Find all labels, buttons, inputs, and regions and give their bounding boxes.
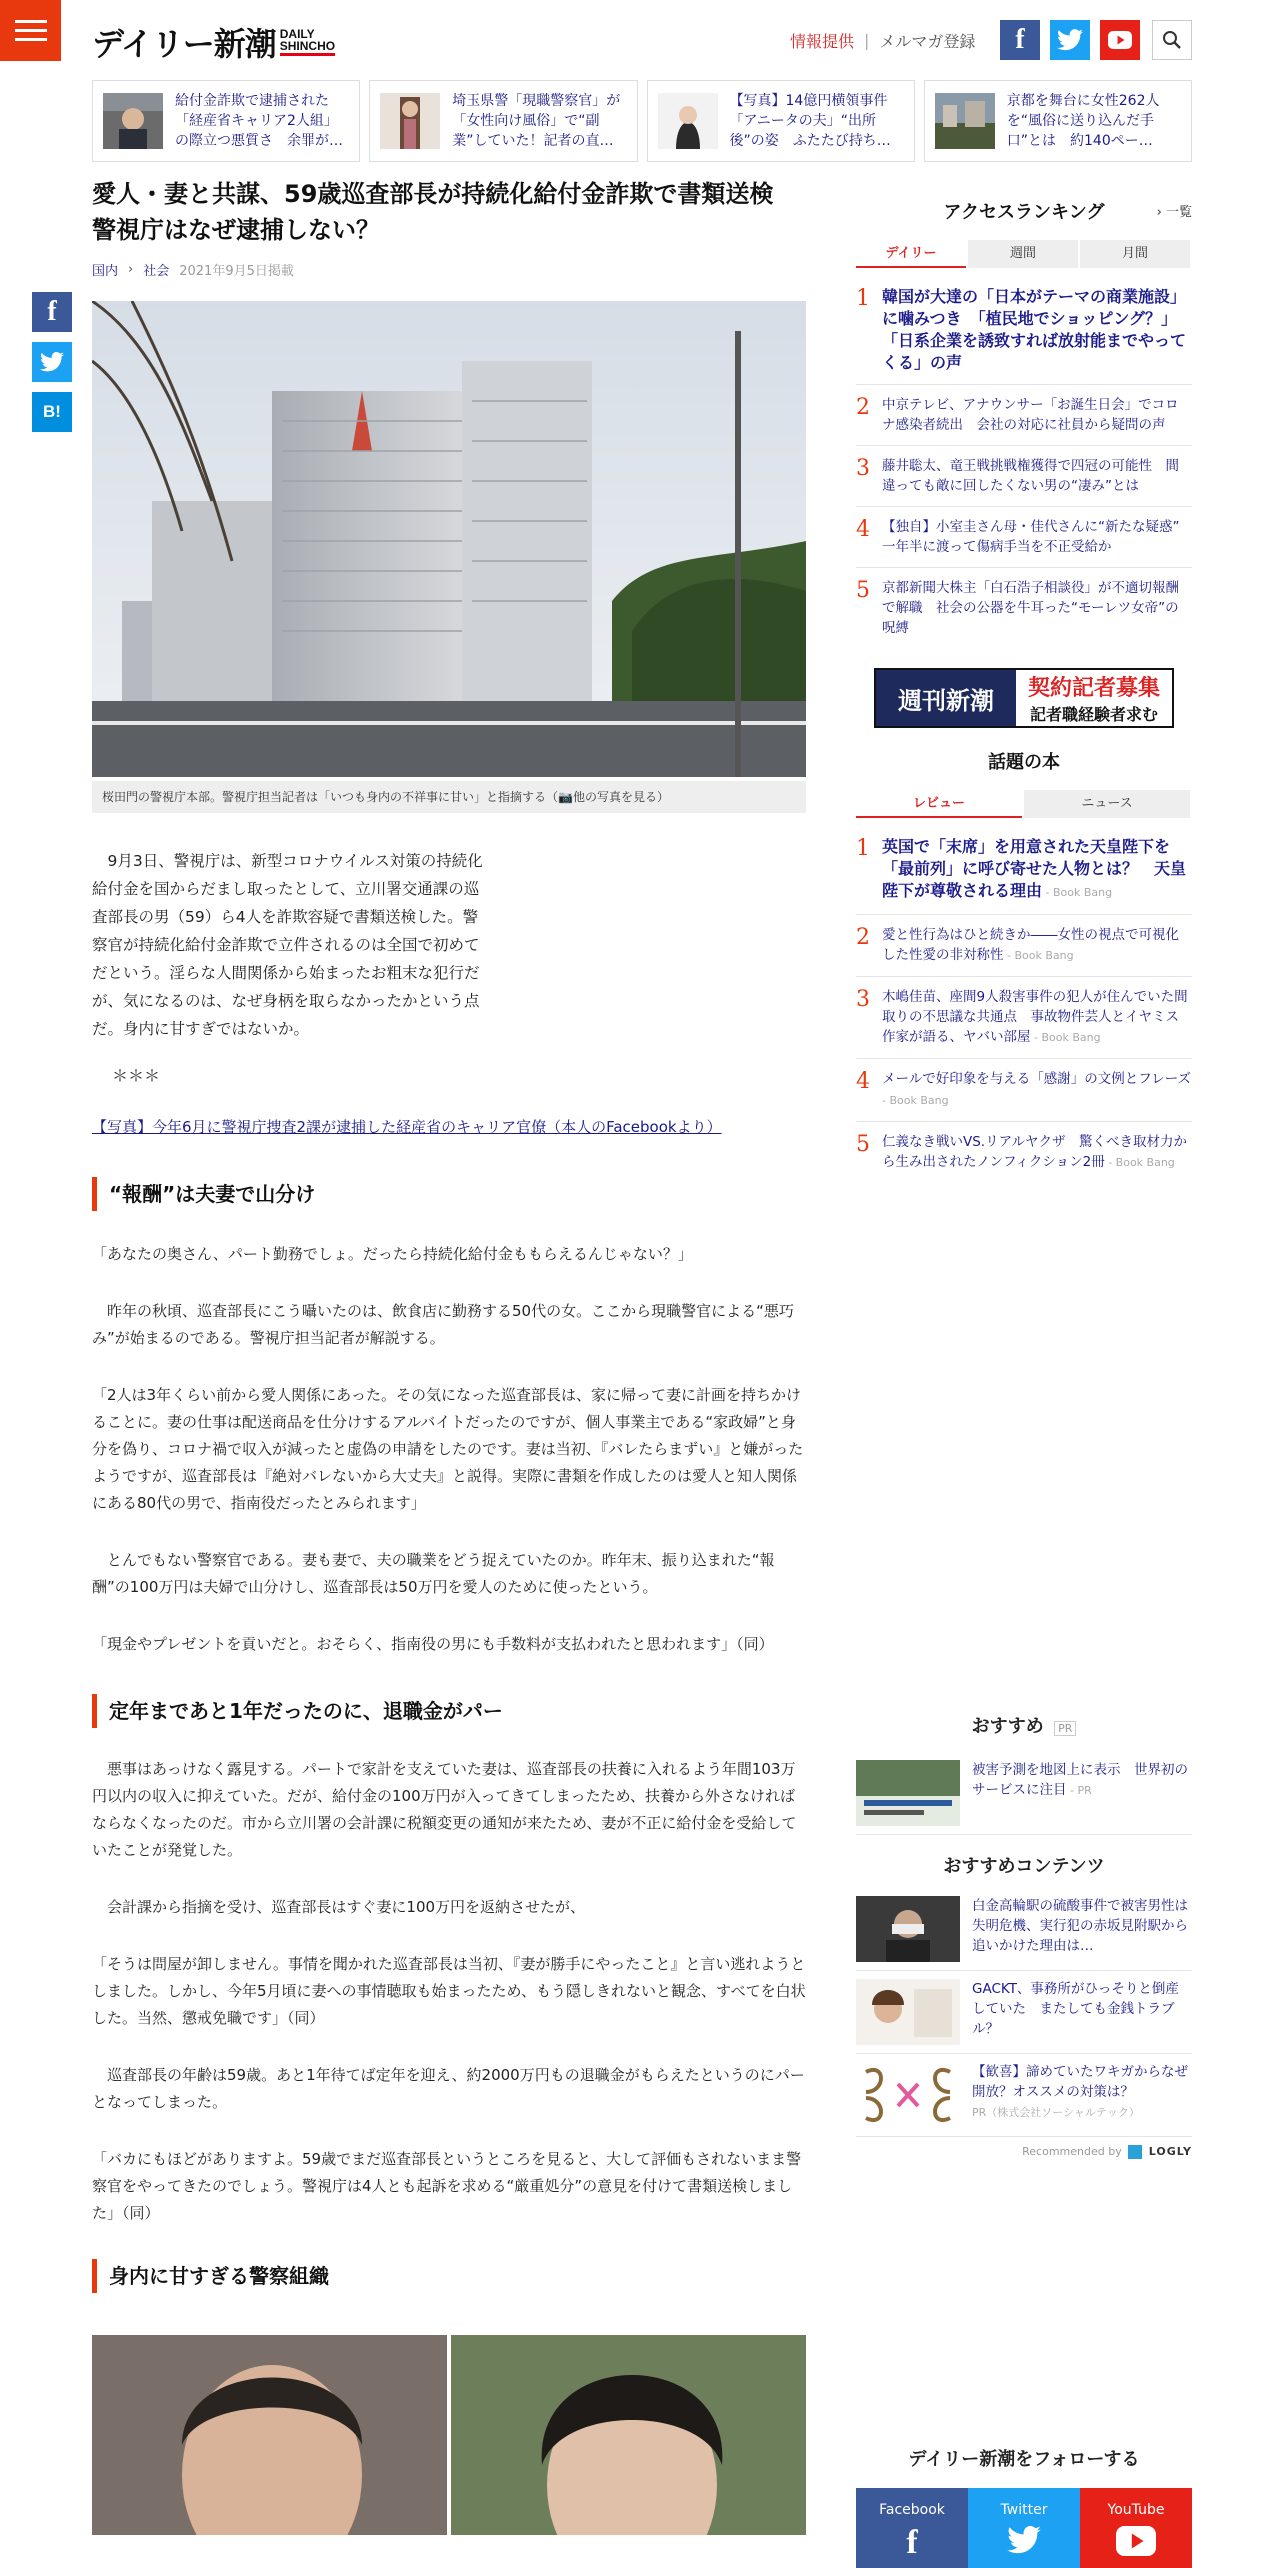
paragraph: 「バカにもほどがありますよ。59歳でまだ巡査部長というところを見ると、大して評価もされないまま警察官をやってきたのでしょう。警視庁は4人とも起訴を求める“厳重処分”の意見を付けて書類送検しました」（同） <box>92 2150 802 2222</box>
logo-jp: デイリー新潮 <box>92 25 276 63</box>
facebook-icon: f <box>906 2524 918 2561</box>
content-thumb <box>856 1979 960 2045</box>
follow-twitter-button[interactable]: Twitter <box>968 2488 1080 2568</box>
ranking-item[interactable]: 2 中京テレビ、アナウンサー「お誕生日会」でコロナ感染者続出 会社の対応に社員から疑問の声 <box>856 385 1192 446</box>
paragraph: 「あなたの奥さん、パート勤務でしょ。だったら持続化給付金ももらえるんじゃない？」 <box>92 1245 693 1263</box>
article-meta <box>92 260 806 279</box>
tab-review[interactable]: レビュー <box>856 790 1022 818</box>
ranking-title: アクセスランキング › 一覧 <box>943 202 1192 223</box>
info-link[interactable]: 情報提供 <box>790 32 855 51</box>
content-thumb <box>856 2062 960 2128</box>
tab-news[interactable]: ニュース <box>1024 790 1190 818</box>
youtube-icon <box>1116 2526 1156 2556</box>
osusume-title: おすすめ PR <box>856 1712 1192 1738</box>
related-card[interactable]: 【写真】14億円横領事件「アニータの夫」“出所後”の姿 ふたたび持ち… <box>647 80 915 162</box>
section-divider: ＊＊＊ <box>112 1066 161 1085</box>
paragraph: 「現金やプレゼントを貢いだと。おそらく、指南役の男にも手数料が支払われたと思われます」（同） <box>92 1635 774 1653</box>
follow-facebook-button[interactable]: Facebook f <box>856 2488 968 2568</box>
newsletter-link[interactable]: メルマガ登録 <box>879 32 976 51</box>
more-photos-link[interactable]: 他の写真を見る <box>572 790 657 804</box>
related-thumb <box>935 93 995 149</box>
share-twitter-button[interactable] <box>32 342 72 382</box>
article-body <box>92 1177 806 2535</box>
tab-weekly[interactable]: 週間 <box>968 240 1078 268</box>
logly-icon <box>1128 2145 1142 2159</box>
hero-photo[interactable] <box>92 301 806 777</box>
related-thumb <box>658 93 718 149</box>
books-title: 話題の本 <box>988 752 1060 773</box>
related-thumb <box>380 93 440 149</box>
paragraph: 昨年の秋頃、巡査部長にこう囁いたのは、飲食店に勤務する50代の女。ここから現職警官による“悪巧み”が始まるのである。警視庁担当記者が解説する。 <box>92 1302 794 1347</box>
paragraph: とんでもない警察官である。妻も妻で、夫の職業をどう捉えていたのか。昨年末、振り込まれた“報酬”の100万円は夫婦で山分けし、巡査部長は50万円を愛人のために使ったという。 <box>92 1551 775 1596</box>
book-item[interactable]: 1 英国で「末席」を用意された天皇陛下を「最前列」に呼び寄せた人物とは？ 天皇陛下が尊敬される理由 - Book Bang <box>856 826 1192 915</box>
book-item[interactable]: 2 愛と性行為はひと続きか――女性の視点で可視化した性愛の非対称性 - Book Bang <box>856 915 1192 977</box>
shincho-recruit-banner[interactable]: 週刊新潮 契約記者募集 記者職経験者求む <box>874 668 1174 728</box>
content-item[interactable]: 【歓喜】諦めていたワキガからなぜ開放？オススメの対策は？ PR（株式会社ソーシャルテック） <box>856 2054 1192 2137</box>
ranking-list <box>856 276 1192 648</box>
ranking-item[interactable]: 5 京都新聞大株主「白石浩子相談役」が不適切報酬で解職 社会の公器を牛耳った“モーレツ女帝”の呪縛 <box>856 578 1179 636</box>
facebook-icon[interactable]: f <box>1000 20 1040 60</box>
pr-badge: PR <box>1054 1721 1076 1736</box>
ranking-item[interactable]: 1 韓国が大達の「日本がテーマの商業施設」に噛みつき 「植民地でショッピング？」「日系企業を誘致すれば放射能までやってくる」の声 <box>856 276 1192 385</box>
contents-section <box>856 1852 1192 2159</box>
related-card[interactable]: 埼玉県警「現職警察官」が「女性向け風俗」で“副業”していた！記者の直… <box>369 80 637 162</box>
follow-title: デイリー新潮をフォローする <box>908 2449 1140 2470</box>
twitter-icon <box>40 352 64 372</box>
contents-title: おすすめコンテンツ <box>943 1856 1105 1877</box>
link-separator: | <box>864 31 870 50</box>
paragraph: 「2人は3年くらい前から愛人関係にあった。その気になった巡査部長は、家に帰って妻に計画を持ちかけることに。妻の仕事は配送商品を仕分けするアルバイトだったのですが、個人事業主である“家政婦”と身分を偽り、コロナ禍で収入が減ったと虚偽の申請をしたのです。妻は当初、『バレたらまずい』と嫌がったようですが、巡査部長は『絶対バレないから大丈夫』と説得。実際に書類を作成したのは愛人と知人関係にある80代の男で、指南役だったとみられます」 <box>92 1386 804 1512</box>
share-hatena-button[interactable]: B! <box>32 392 72 432</box>
section-heading: 身内に甘すぎる警察組織 <box>92 2259 806 2293</box>
search-icon[interactable] <box>1152 20 1192 60</box>
ranking-item[interactable]: 3 藤井聡太、竜王戦挑戦権獲得で四冠の可能性 間違っても敵に回したくない男の“凄み”とは <box>856 446 1192 507</box>
youtube-icon[interactable] <box>1100 20 1140 60</box>
osusume-thumb <box>856 1760 960 1826</box>
related-thumb <box>103 93 163 149</box>
publish-date: 2021年9月5日掲載 <box>179 264 294 279</box>
twitter-icon[interactable] <box>1050 20 1090 60</box>
ranking-item[interactable]: 4 【独自】小室圭さん母・佳代さんに“新たな疑惑” 一年半に渡って傷病手当を不正受給か <box>856 507 1192 568</box>
ranking-more-link[interactable]: › 一覧 <box>1156 205 1192 220</box>
tab-monthly[interactable]: 月間 <box>1080 240 1190 268</box>
suspects-photo[interactable] <box>92 2335 806 2535</box>
ranking-tabs <box>856 240 1192 268</box>
books-list <box>856 826 1192 1183</box>
category-link[interactable]: 国内 <box>92 264 119 279</box>
content-item[interactable]: 白金高輪駅の硫酸事件で被害男性は失明危機、実行犯の赤坂見附駅から追いかけた理由は… <box>856 1888 1192 1971</box>
book-item[interactable]: 4 メールで好印象を与える「感謝」の文例とフレーズ - Book Bang <box>856 1059 1192 1122</box>
category-link[interactable]: 社会 <box>143 264 170 279</box>
related-articles <box>92 80 1192 162</box>
share-facebook-button[interactable]: f <box>32 292 72 332</box>
osusume-item[interactable]: 被害予測を地図上に表示 世界初のサービスに注目 - PR <box>856 1752 1192 1835</box>
logly-credit[interactable]: Recommended by LOGLY <box>1022 2145 1192 2158</box>
related-card[interactable]: 給付金詐欺で逮捕された「経産省キャリア2人組」の際立つ悪質さ 余罪が… <box>92 80 360 162</box>
book-item[interactable]: 3 木嶋佳苗、座間9人殺害事件の犯人が住んでいた間取りの不思議な共通点 事故物件芸人とイヤミス作家が語る、ヤバい部屋 - Book Bang <box>856 977 1192 1059</box>
section-heading: 定年まであと1年だったのに、退職金がパー <box>92 1694 806 1728</box>
content-item[interactable]: GACKT、事務所がひっそりと倒産していた またしても金銭トラブル？ <box>856 1971 1192 2054</box>
photo-link[interactable]: 【写真】今年6月に警視庁捜査2課が逮捕した経産省のキャリア官僚（本人のFacebookより） <box>92 1118 722 1136</box>
chevron-right-icon: › <box>1156 205 1162 220</box>
book-item[interactable]: 5 仁義なき戦いVS.リアルヤクザ 驚くべき取材力から生み出されたノンフィクション2冊 - Book Bang <box>856 1132 1188 1170</box>
books-tabs <box>856 790 1192 818</box>
paragraph: 悪事はあっけなく露見する。パートで家計を支えていた妻は、巡査部長の扶養に入れるよう年間103万円以内の収入に抑えていた。だが、給付金の100万円が入ってきてしまったため、扶養から外さなければならなくなったのだ。市から立川署の会計課に税額変更の通知が来たため、妻が不正に給付金を受給していたことが発覚した。 <box>92 1760 797 1859</box>
lead-paragraph: 9月3日、警視庁は、新型コロナウイルス対策の持続化給付金を国からだまし取ったとして、立川署交通課の巡査部長の男（59）ら4人を詐欺容疑で書類送検した。警察官が持続化給付金詐欺で立件されるのは全国で初めてだという。淫らな人間関係から始まったお粗末な犯行だが、気になるのは、なぜ身柄を取らなかったかという点だ。身内に甘すぎではないか。 <box>92 852 483 1038</box>
article <box>92 176 806 2535</box>
follow-buttons <box>856 2488 1192 2568</box>
osusume-section <box>856 1712 1192 1835</box>
site-logo[interactable] <box>92 22 335 62</box>
camera-icon: 📷 <box>558 790 573 804</box>
paragraph: 巡査部長の年齢は59歳。あと1年待てば定年を迎え、約2000万円もの退職金がもらえたというのにパーとなってしまった。 <box>92 2066 805 2111</box>
twitter-icon <box>1007 2526 1041 2554</box>
chevron-right-icon: › <box>128 262 134 277</box>
header-links <box>790 29 975 52</box>
tab-daily[interactable]: デイリー <box>856 240 966 268</box>
section-heading: “報酬”は夫妻で山分け <box>92 1177 806 1211</box>
menu-button[interactable] <box>0 0 61 61</box>
related-card[interactable]: 京都を舞台に女性262人を“風俗に送り込んだ手口”とは 約140ペー… <box>924 80 1192 162</box>
content-thumb <box>856 1896 960 1962</box>
photo-caption: 桜田門の警視庁本部。警視庁担当記者は「いつも身内の不祥事に甘い」と指摘する（📷他の写真を見る） <box>92 781 806 813</box>
article-title: 愛人・妻と共謀、59歳巡査部長が持続化給付金詐欺で書類送検 警視庁はなぜ逮捕しない？ <box>92 180 798 244</box>
paragraph: 会計課から指摘を受け、巡査部長はすぐ妻に100万円を返納させたが、 <box>107 1898 586 1916</box>
logo-en: DAILY SHINCHO <box>280 28 335 56</box>
follow-youtube-button[interactable]: YouTube <box>1080 2488 1192 2568</box>
paragraph: 「そうは問屋が卸しません。事情を聞かれた巡査部長は当初、『妻が勝手にやったこと』と言い逃れようとしました。しかし、今年5月頃に妻への事情聴取も始まったため、もう隠しきれないと観念、すべてを白状した。当然、懲戒免職です」（同） <box>92 1955 806 2027</box>
sidebar <box>856 176 1192 1183</box>
